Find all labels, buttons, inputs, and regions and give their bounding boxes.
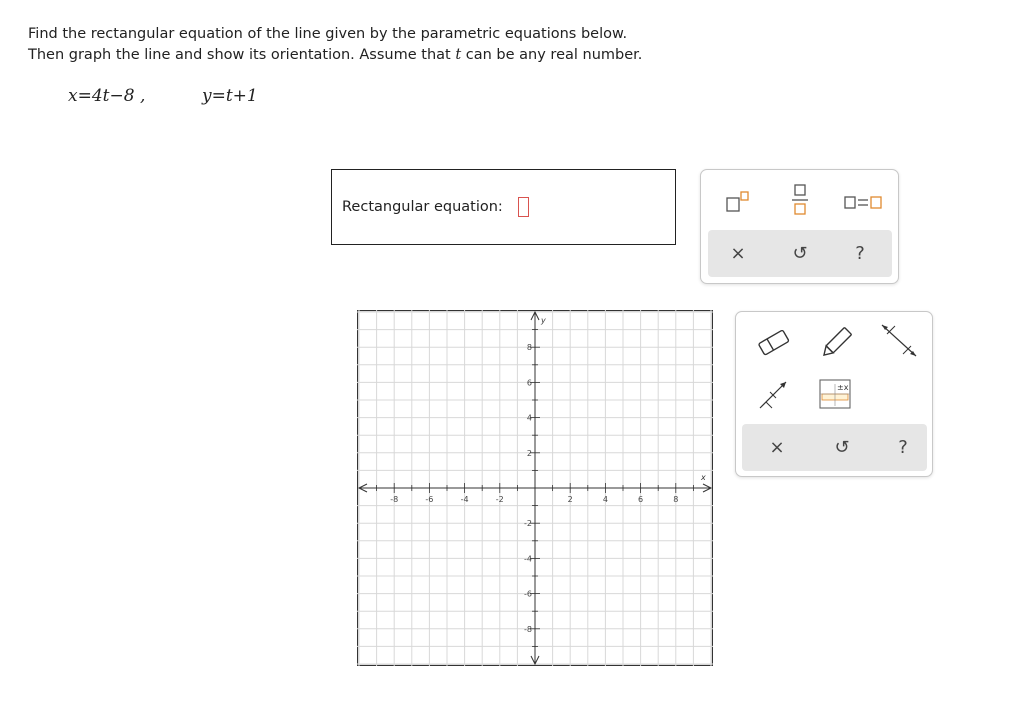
equation-action-bar <box>708 230 892 277</box>
y-tick-label: 8 <box>526 343 532 353</box>
table-icon-label: ±x <box>837 383 849 392</box>
x-axis-label: x <box>701 473 706 482</box>
x-tick-label: -4 <box>460 495 469 504</box>
question-text <box>28 24 642 66</box>
y-tick-label: -6 <box>524 589 532 599</box>
x-tick-label: -6 <box>425 495 434 504</box>
x-tick-label: -2 <box>495 495 504 504</box>
graph-action-bar <box>742 424 927 471</box>
pencil-icon[interactable] <box>816 324 856 362</box>
parametric-equation-x: x=4t−8 , <box>68 86 146 106</box>
superscript-icon[interactable] <box>723 188 753 218</box>
y-axis-label: y <box>541 316 546 325</box>
x-tick-label: 4 <box>602 495 608 504</box>
x-tick-label: 6 <box>638 495 644 504</box>
fraction-icon[interactable] <box>785 182 815 218</box>
coordinate-graph[interactable] <box>357 310 713 666</box>
equals-icon[interactable] <box>841 188 887 218</box>
clear-button[interactable]: × <box>730 243 746 264</box>
graph-clear-button[interactable]: × <box>769 437 785 458</box>
undo-button[interactable]: ↺ <box>792 243 808 264</box>
y-tick-label: 6 <box>526 378 532 388</box>
y-tick-label: -8 <box>524 624 532 634</box>
variable-t: t <box>455 47 462 63</box>
help-button[interactable]: ? <box>855 243 865 264</box>
x-tick-label: -8 <box>390 495 399 504</box>
question-line-2: Then graph the line and show its orientation. Assume that t can be any real number. <box>28 47 643 63</box>
y-tick-label: 2 <box>526 448 532 458</box>
graph-undo-button[interactable]: ↺ <box>834 437 850 458</box>
answer-box <box>331 169 676 245</box>
eraser-icon[interactable] <box>754 326 794 360</box>
y-tick-label: -4 <box>524 554 532 564</box>
x-tick-label: 2 <box>567 495 573 504</box>
graph-tools-palette <box>735 311 933 477</box>
ray-icon[interactable] <box>754 376 794 412</box>
y-tick-label: -2 <box>524 519 532 529</box>
parametric-equation-y: y=t+1 <box>202 86 258 106</box>
line-arrows-icon[interactable] <box>876 320 922 360</box>
rectangular-equation-label: Rectangular equation: <box>342 199 503 215</box>
equation-palette <box>700 169 899 284</box>
question-line-1: Find the rectangular equation of the line given by the parametric equations below. <box>28 26 628 42</box>
table-icon[interactable] <box>818 378 852 410</box>
graph-help-button[interactable]: ? <box>898 437 908 458</box>
y-tick-label: 4 <box>526 413 532 423</box>
rectangular-equation-input[interactable] <box>518 197 529 217</box>
x-tick-label: 8 <box>673 495 679 504</box>
